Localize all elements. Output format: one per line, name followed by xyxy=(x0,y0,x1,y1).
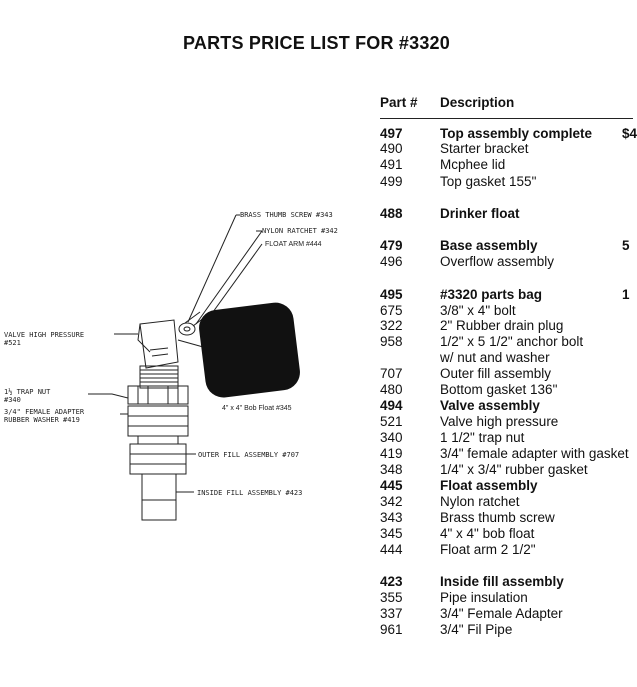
part-description: w/ nut and washer xyxy=(440,350,550,365)
page-title: PARTS PRICE LIST FOR #3320 xyxy=(183,33,450,53)
outer-fill-label: OUTER FILL ASSEMBLY #707 xyxy=(198,451,300,459)
valve-assembly-diagram xyxy=(0,200,360,530)
part-description: 3/4" Fil Pipe xyxy=(440,622,513,637)
part-number: 343 xyxy=(380,510,403,525)
part-number: 322 xyxy=(380,318,403,333)
part-number: 521 xyxy=(380,414,403,429)
table-row xyxy=(0,542,633,558)
part-number: 490 xyxy=(380,141,403,156)
part-number: 340 xyxy=(380,430,403,445)
part-description: Bottom gasket 136" xyxy=(440,382,558,397)
part-price: $4 xyxy=(622,126,637,141)
valve-label: VALVE HIGH PRESSURE xyxy=(4,331,85,339)
part-description: Overflow assembly xyxy=(440,254,555,269)
description-column-header: Description xyxy=(440,95,515,110)
part-price: 5 xyxy=(622,238,630,253)
part-description: Drinker float xyxy=(440,206,520,221)
part-number: 480 xyxy=(380,382,403,397)
part-description: Float assembly xyxy=(440,478,538,493)
bob-float xyxy=(197,301,302,400)
table-row xyxy=(0,157,633,173)
part-description: 1/2" x 5 1/2" anchor bolt xyxy=(440,334,584,349)
part-number: 707 xyxy=(380,366,403,381)
part-number: 419 xyxy=(380,446,403,461)
part-number: 497 xyxy=(380,126,403,141)
part-description: Nylon ratchet xyxy=(440,494,520,509)
part-description: Outer fill assembly xyxy=(440,366,552,381)
trap-nut-label: 1½ TRAP NUT xyxy=(4,388,51,396)
part-description: Top assembly complete xyxy=(440,126,593,141)
washer-label: RUBBER WASHER #419 xyxy=(4,416,80,424)
part-number: 494 xyxy=(380,398,403,413)
table-row xyxy=(0,141,633,157)
part-description: Float arm 2 1/2" xyxy=(440,542,536,557)
part-description: Mcphee lid xyxy=(440,157,506,172)
part-description: Top gasket 155" xyxy=(440,174,537,189)
part-description: Brass thumb screw xyxy=(440,510,555,525)
part-description: Inside fill assembly xyxy=(440,574,564,589)
part-column-header: Part # xyxy=(380,95,418,110)
part-description: 2" Rubber drain plug xyxy=(440,318,564,333)
part-number: 496 xyxy=(380,254,403,269)
part-number: 337 xyxy=(380,606,403,621)
part-number: 444 xyxy=(380,542,403,557)
part-description: Base assembly xyxy=(440,238,538,253)
part-description: Pipe insulation xyxy=(440,590,528,605)
part-number: 675 xyxy=(380,303,403,318)
table-row xyxy=(0,174,633,190)
part-number: 345 xyxy=(380,526,403,541)
part-description: 3/4" female adapter with gasket xyxy=(440,446,629,461)
trap-leader xyxy=(88,394,128,398)
part-number: 499 xyxy=(380,174,403,189)
part-description: 3/8" x 4" bolt xyxy=(440,303,516,318)
part-description: 4" x 4" bob float xyxy=(440,526,535,541)
part-number: 958 xyxy=(380,334,403,349)
trap-nut-number-label: #340 xyxy=(4,396,21,404)
part-number: 491 xyxy=(380,157,403,172)
part-price: 1 xyxy=(622,287,630,302)
header-divider xyxy=(380,118,633,119)
part-description: Valve high pressure xyxy=(440,414,559,429)
inside-fill-label: INSIDE FILL ASSEMBLY #423 xyxy=(197,489,303,497)
part-number: 342 xyxy=(380,494,403,509)
part-number: 479 xyxy=(380,238,403,253)
valve-body xyxy=(140,320,178,368)
bob-float-label: 4" x 4" Bob Float #345 xyxy=(222,405,292,412)
part-number: 355 xyxy=(380,590,403,605)
table-row xyxy=(0,622,633,638)
part-description: Starter bracket xyxy=(440,141,529,156)
part-number: 961 xyxy=(380,622,403,637)
adapter-label: 3/4" FEMALE ADAPTER xyxy=(4,408,85,416)
part-number: 488 xyxy=(380,206,403,221)
valve-number-label: #521 xyxy=(4,339,21,347)
part-description: #3320 parts bag xyxy=(440,287,543,302)
part-number: 495 xyxy=(380,287,403,302)
part-number: 445 xyxy=(380,478,403,493)
brass-thumb-screw-label: BRASS THUMB SCREW #343 xyxy=(240,211,333,219)
table-row xyxy=(0,590,633,606)
table-row xyxy=(0,606,633,622)
part-number: 348 xyxy=(380,462,403,477)
part-description: 1/4" x 3/4" rubber gasket xyxy=(440,462,588,477)
table-row xyxy=(0,126,637,142)
brass-leader xyxy=(188,215,236,322)
part-description: 1 1/2" trap nut xyxy=(440,430,525,445)
part-number: 423 xyxy=(380,574,403,589)
part-description: Valve assembly xyxy=(440,398,540,413)
table-row xyxy=(0,574,633,590)
part-description: 3/4" Female Adapter xyxy=(440,606,563,621)
nylon-ratchet-label: NYLON RATCHET #342 xyxy=(262,227,338,235)
float-arm-label: FLOAT ARM #444 xyxy=(265,241,322,248)
